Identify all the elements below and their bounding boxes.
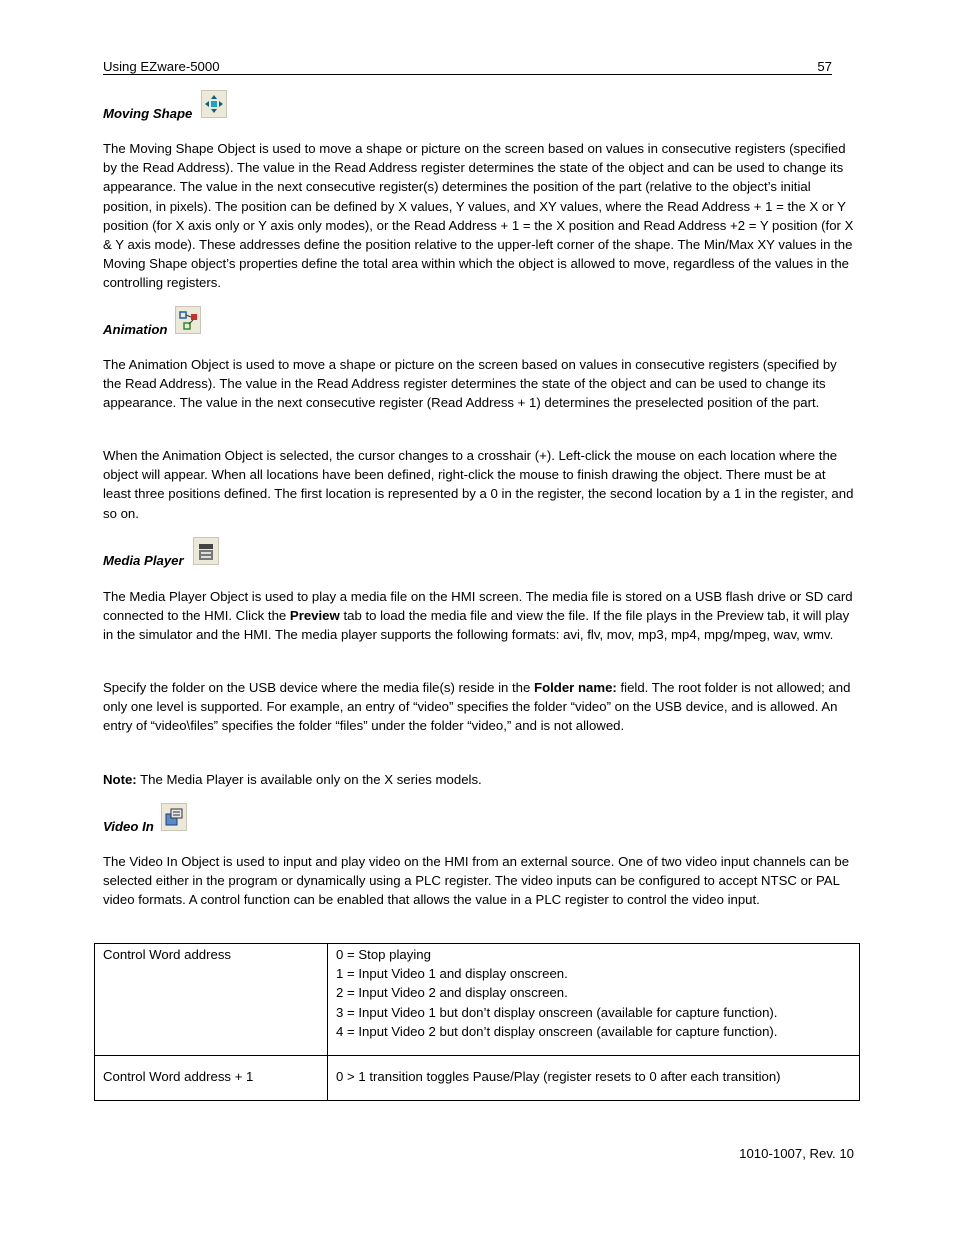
video-in-heading: Video In xyxy=(103,819,154,834)
table-row xyxy=(95,944,860,1056)
value-line: 0 = Stop playing xyxy=(336,947,431,962)
value-line: 1 = Input Video 1 and display onscreen. xyxy=(336,966,568,982)
animation-description: The Animation Object is used to move a shape or picture on the screen based on values in consecutive registers (specified by the Read Address). The value in the Read Address register determines the state of the object and can be used to change its appearance. The value in the next consecutive register (Read Address + 1) determines the preselected position of the part. xyxy=(103,357,837,411)
media-player-heading: Media Player xyxy=(103,553,184,568)
document-revision: 1010-1007, Rev. 10 xyxy=(739,1146,854,1161)
control-word-address-cell: Control Word address xyxy=(95,944,328,1056)
value-line: 0 > 1 transition toggles Pause/Play (register resets to 0 after each transition) xyxy=(336,1069,781,1084)
four-arrow-move-icon xyxy=(201,90,227,118)
video-in-description: The Video In Object is used to input and play video on the HMI from an external source. One of two video input channels can be selected either in the program or dynamically using a PLC register. The video inputs can be configured to accept NTSC or PAL video formats. A control function can be enabled that allows the value in a PLC register to control the video input. xyxy=(103,854,850,908)
control-word-table xyxy=(94,943,860,1101)
animation-crosshair-description: When the Animation Object is selected, the cursor changes to a crosshair (+). Left-click the mouse on each location where the object will appear. When all locations have been defined, right-click the mouse to finish drawing the object. There must be at least three positions defined. The first location is represented by a 0 in the register, the second location by a 1 in the register, and so on. xyxy=(103,448,854,521)
moving-shape-heading: Moving Shape xyxy=(103,106,193,121)
media-player-note: Note: The Media Player is available only on the X series models. xyxy=(103,772,482,787)
value-line: 3 = Input Video 1 but don’t display onscreen (available for capture function). xyxy=(336,1004,778,1020)
page-number: 57 xyxy=(817,59,832,74)
animation-path-icon xyxy=(175,306,201,334)
media-player-description: The Media Player Object is used to play a media file on the HMI screen. The media file is stored on a USB flash drive or SD card connected to the HMI. Click the Preview tab to load the media file and view the file. If the file plays in the Preview tab, it will play in the simulator and the HMI. The media player supports the following formats: avi, flv, mov, mp3, mp4, mpg/mpeg, wav, wmv. xyxy=(103,589,853,643)
moving-shape-description: The Moving Shape Object is used to move a shape or picture on the screen based on values in consecutive registers (specified by the Read Address). The value in the Read Address register determines the state of the object and can be used to change its appearance. The value in the next consecutive register(s) determines the position of the part (relative to the object’s initial position, in pixels). The position can be defined by X values, Y values, and XY values, where the Read Address + 1 = the X or Y position (for X axis only or Y axis only modes), or the Read Address + 1 = the X position and Read Address +2 = Y position (for X & Y axis mode). These addresses define the position relative to the upper-left corner of the shape. The Min/Max XY values in the Moving Shape object’s properties define the total area within which the object is allowed to move, regardless of the values in the controlling registers. xyxy=(103,141,854,291)
header-title: Using EZware-5000 xyxy=(103,59,220,74)
video-in-icon xyxy=(161,803,187,831)
control-word-values-cell xyxy=(328,944,860,1056)
folder-name-field-label: Folder name: xyxy=(534,680,617,695)
table-row xyxy=(95,1056,860,1101)
control-word-plus-one-values-cell xyxy=(328,1056,860,1101)
preview-tab-label: Preview xyxy=(289,608,340,624)
animation-heading: Animation xyxy=(103,322,168,337)
media-player-folder-description: Specify the folder on the USB device where the media file(s) reside in the Folder name: field. The root folder is not allowed; and only one level is supported. For example, an entry of “video” specifies the folder “video” on the USB device, and is allowed. An entry of “video\files” specifies the folder “files” under the folder “video,” and is not allowed. xyxy=(103,680,851,734)
value-line: 4 = Input Video 2 but don’t display onscreen (available for capture function). xyxy=(336,1023,778,1039)
note-label: Note: xyxy=(103,772,137,787)
control-word-address-plus-one-cell: Control Word address + 1 xyxy=(95,1056,328,1101)
page-header xyxy=(103,57,832,75)
value-line: 2 = Input Video 2 and display onscreen. xyxy=(336,985,568,1001)
media-player-icon xyxy=(193,537,219,565)
